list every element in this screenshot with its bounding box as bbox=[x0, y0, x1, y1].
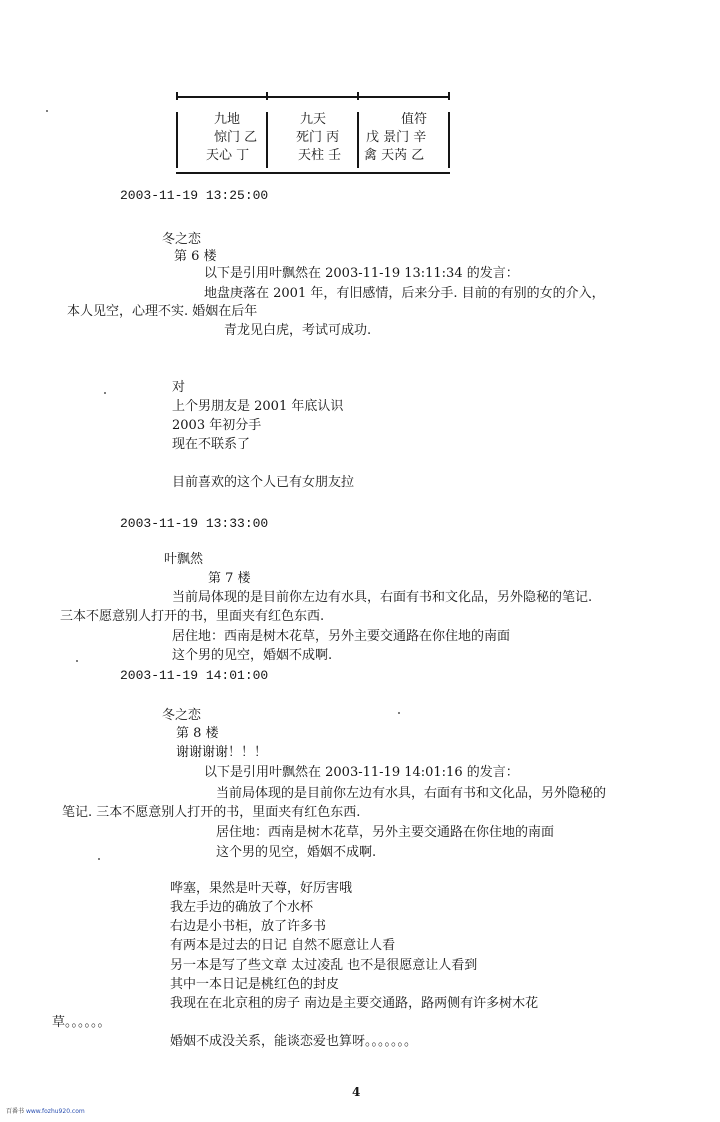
post-line: 当前局体现的是目前你左边有水具，右面有书和文化品，另外隐秘的笔记. bbox=[172, 590, 593, 605]
scan-speck bbox=[76, 660, 78, 662]
grid-cell: 惊门 乙 bbox=[214, 130, 258, 145]
floor-number: 第 7 楼 bbox=[208, 571, 251, 586]
poster-name: 冬之恋 bbox=[162, 708, 202, 723]
reply-line: 婚姻不成没关系，能谈恋爱也算呀。。。。。。。 bbox=[170, 1034, 418, 1049]
scan-speck bbox=[104, 392, 106, 394]
reply-line: 另一本是写了些文章 太过凌乱 也不是很愿意让人看到 bbox=[170, 958, 478, 973]
reply-line: 我左手边的确放了个水杯 bbox=[170, 900, 314, 915]
grid-cell: 九地 bbox=[214, 112, 241, 127]
post-line: 三本不愿意别人打开的书，里面夹有红色东西. bbox=[60, 609, 325, 624]
quote-line: 居住地：西南是树木花草，另外主要交通路在你住地的南面 bbox=[216, 825, 555, 840]
grid-top-rule bbox=[176, 96, 450, 98]
reply-line: 有两本是过去的日记 自然不愿意让人看 bbox=[170, 938, 396, 953]
floor-number: 第 8 楼 bbox=[176, 726, 219, 741]
reply-line: 上个男朋友是 2001 年底认识 bbox=[172, 399, 344, 414]
grid-cell: 值符 bbox=[401, 112, 428, 127]
post-line: 这个男的见空，婚姻不成啊. bbox=[172, 648, 333, 663]
grid-tick bbox=[357, 92, 359, 100]
page-number: 4 bbox=[352, 1085, 361, 1099]
floor-number: 第 6 楼 bbox=[174, 249, 217, 264]
grid-divider bbox=[266, 112, 268, 168]
scan-speck bbox=[98, 858, 100, 860]
post-line: 居住地：西南是树木花草，另外主要交通路在你住地的南面 bbox=[172, 629, 511, 644]
reply-line: 现在不联系了 bbox=[172, 437, 251, 452]
footer-site: 百番书 bbox=[6, 1108, 25, 1115]
grid-cell: 死门 丙 bbox=[296, 130, 340, 145]
quote-line: 这个男的见空，婚姻不成啊. bbox=[216, 845, 377, 860]
scan-footer bbox=[6, 1106, 85, 1115]
quote-line: 青龙见白虎，考试可成功. bbox=[224, 323, 372, 338]
footer-url[interactable]: www.fozhu920.com bbox=[25, 1108, 85, 1115]
grid-bottom-rule bbox=[176, 172, 450, 174]
quote-header: 以下是引用叶飘然在 2003-11-19 14:01:16 的发言： bbox=[204, 765, 519, 780]
grid-tick bbox=[448, 92, 450, 100]
grid-cell: 天柱 壬 bbox=[298, 148, 342, 163]
grid-cell: 九天 bbox=[300, 112, 327, 127]
reply-line: 2003 年初分手 bbox=[172, 418, 262, 433]
post-timestamp: 2003-11-19 13:25:00 bbox=[120, 188, 269, 203]
scan-speck bbox=[398, 712, 400, 714]
qimen-grid bbox=[176, 92, 450, 178]
post-timestamp: 2003-11-19 14:01:00 bbox=[120, 668, 269, 683]
scan-speck bbox=[46, 110, 48, 112]
grid-cell: 禽 天芮 乙 bbox=[364, 148, 425, 163]
quote-line: 笔记. 三本不愿意别人打开的书，里面夹有红色东西. bbox=[62, 805, 361, 820]
reply-line: 草。。。。。。 bbox=[52, 1015, 111, 1030]
grid-tick bbox=[176, 92, 178, 100]
reply-line: 其中一本日记是桃红色的封皮 bbox=[170, 977, 340, 992]
poster-name: 叶飘然 bbox=[164, 552, 204, 567]
reply-line: 目前喜欢的这个人已有女朋友拉 bbox=[172, 475, 355, 490]
grid-cell: 戊 景门 辛 bbox=[366, 130, 427, 145]
grid-divider bbox=[357, 112, 359, 168]
reply-line: 对 bbox=[172, 380, 186, 395]
quote-line: 地盘庚落在 2001 年，有旧感情，后来分手. 目前的有别的女的介入， bbox=[204, 286, 605, 301]
poster-name: 冬之恋 bbox=[162, 232, 202, 247]
quote-header: 以下是引用叶飘然在 2003-11-19 13:11:34 的发言： bbox=[204, 266, 519, 281]
reply-line: 右边是小书柜，放了许多书 bbox=[170, 919, 327, 934]
reply-line: 哗塞，果然是叶天尊，好厉害哦 bbox=[170, 881, 353, 896]
post-line: 谢谢谢谢！！！ bbox=[176, 745, 268, 760]
grid-divider bbox=[176, 112, 178, 168]
post-timestamp: 2003-11-19 13:33:00 bbox=[120, 516, 269, 531]
grid-cell: 天心 丁 bbox=[206, 148, 250, 163]
quote-line: 本人见空，心理不实. 婚姻在后年 bbox=[67, 304, 258, 319]
reply-line: 我现在在北京租的房子 南边是主要交通路，路两侧有许多树木花 bbox=[170, 996, 539, 1011]
quote-line: 当前局体现的是目前你左边有水具，右面有书和文化品，另外隐秘的 bbox=[216, 786, 607, 801]
grid-divider bbox=[448, 112, 450, 168]
grid-tick bbox=[266, 92, 268, 100]
